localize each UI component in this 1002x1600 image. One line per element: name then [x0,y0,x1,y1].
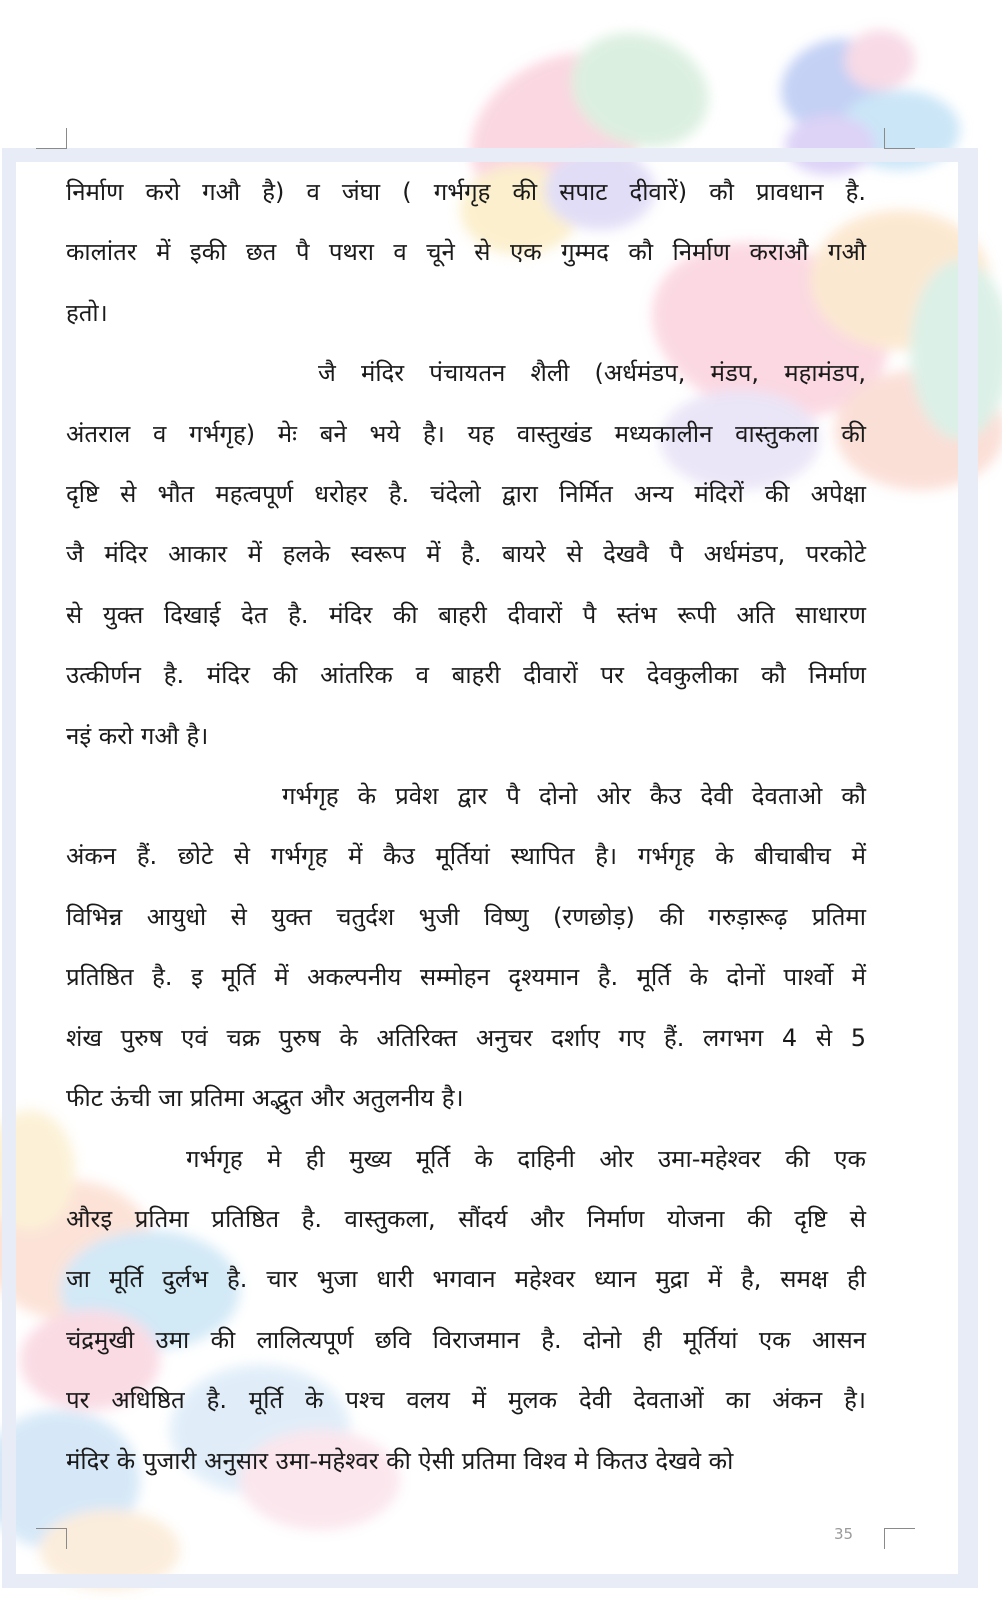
text-line: पर अधिष्ठित है. मूर्ति के पश्च वलय में मुलक देवी देवताओं का अंकन है। [66,1386,866,1415]
text-line: मंदिर के पुजारी अनुसार उमा-महेश्वर की ऐसी प्रतिमा विश्व मे कितउ देखवे को [66,1446,734,1475]
text-line: शंख पुरुष एवं चक्र पुरुष के अतिरिक्त अनुचर दर्शाए गए हैं. लगभग 4 से 5 [66,1023,866,1052]
text-line: जै मंदिर आकार में हलके स्वरूप में है. बायरे से देखवै पै अर्धमंडप, परकोटे [66,540,866,569]
body-text [66,162,866,1491]
text-line: जै मंदिर पंचायतन शैली (अर्धमंडप, मंडप, महामंडप, [318,359,866,388]
text-line: जा मूर्ति दुर्लभ है. चार भुजा धारी भगवान महेश्वर ध्यान मुद्रा में है, समक्ष ही [66,1265,866,1294]
text-line: अंतराल व गर्भगृह) मेः बने भये है। यह वास्तुखंड मध्यकालीन वास्तुकला की [66,419,866,448]
text-line: चंद्रमुखी उमा की लालित्यपूर्ण छवि विराजमान है. दोनो ही मूर्तियां एक आसन [66,1325,866,1354]
text-line: दृष्टि से भौत महत्वपूर्ण धरोहर है. चंदेलो द्वारा निर्मित अन्य मंदिरों की अपेक्षा [66,480,866,509]
text-line: नइं करो गऔ है। [66,721,209,750]
text-line: से युक्त दिखाई देत है. मंदिर की बाहरी दीवारों पै स्तंभ रूपी अति साधारण [66,600,866,629]
text-line: निर्माण करो गऔ है) व जंघा ( गर्भगृह की सपाट दीवारें) कौ प्रावधान है. [66,178,866,206]
crop-mark-bottom-right [884,1528,915,1549]
text-line: फीट ऊंची जा प्रतिमा अद्भुत और अतुलनीय है। [66,1084,464,1113]
top-strip [0,0,1002,10]
text-line: गर्भगृह के प्रवेश द्वार पै दोनो ओर कैउ देवी देवताओ कौ [282,782,866,811]
text-line: गर्भगृह मे ही मुख्य मूर्ति के दाहिनी ओर उमा-महेश्वर की एक [186,1144,866,1173]
page-number: 35 [834,1525,854,1543]
text-line: औरइ प्रतिमा प्रतिष्ठित है. वास्तुकला, सौंदर्य और निर्माण योजना की दृष्टि से [66,1204,866,1233]
text-line: विभिन्न आयुधो से युक्त चतुर्दश भुजी विष्णु (रणछोड़) की गरुड़ारूढ़ प्रतिमा [66,902,866,931]
text-line: कालांतर में इकी छत पै पथरा व चूने से एक गुम्मद कौ निर्माण कराऔ गऔ [66,238,866,267]
text-line: प्रतिष्ठित है. इ मूर्ति में अकल्पनीय सम्मोहन दृश्यमान है. मूर्ति के दोनों पार्श्वो में [66,963,866,992]
text-line: अंकन हैं. छोटे से गर्भगृह में कैउ मूर्तियां स्थापित है। गर्भगृह के बीचाबीच में [66,842,866,871]
crop-mark-top-right [884,128,915,149]
document-page [0,10,1002,1600]
text-line: हतो। [66,298,108,327]
crop-mark-top-left [36,128,67,149]
text-line: उत्कीर्णन है. मंदिर की आंतरिक व बाहरी दीवारों पर देवकुलीका कौ निर्माण [66,661,866,690]
crop-mark-bottom-left [36,1528,67,1549]
